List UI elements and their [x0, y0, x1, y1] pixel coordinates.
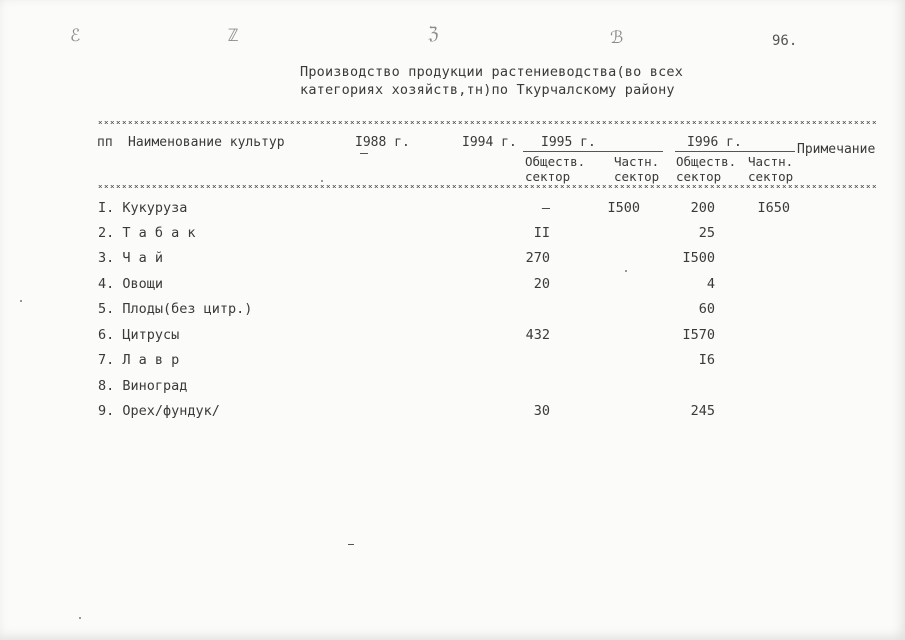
header-1988: I988 г. [355, 135, 410, 150]
public-1995: – [541, 200, 550, 216]
public-1996: 25 [698, 225, 715, 241]
public-1995: II [533, 225, 550, 241]
table-row [0, 301, 905, 321]
table-row [0, 200, 905, 220]
table-row [0, 225, 905, 245]
table-top-rule [97, 121, 878, 124]
public-1995: 30 [533, 403, 550, 419]
header-1994: I994 г. [462, 135, 517, 150]
crop-name: I. Кукуруза [98, 200, 188, 216]
table-row [0, 276, 905, 296]
crop-name: 4. Овощи [98, 276, 164, 292]
table-row [0, 403, 905, 423]
crop-name: 5. Плоды(без цитр.) [98, 301, 253, 317]
speck [321, 180, 323, 182]
table-row [0, 327, 905, 347]
private-1995: I500 [607, 200, 640, 216]
header-crop-name: Наименование культур [128, 135, 285, 150]
page-number: 96. [772, 33, 798, 49]
year-1995-underline [523, 151, 663, 152]
public-1996: I500 [682, 250, 715, 266]
speck [20, 300, 22, 302]
speck [79, 617, 81, 619]
bleed-mark: ℨ [428, 24, 438, 44]
header-private-sector-1995: Частн. сектор [614, 154, 660, 184]
public-1996: I570 [682, 327, 715, 343]
header-private-sector-1996: Частн. сектор [748, 154, 794, 184]
private-1996: I650 [757, 200, 790, 216]
crop-name: 7. Л а в р [98, 352, 180, 368]
public-1996: 200 [690, 200, 715, 216]
crop-name: 3. Ч а й [98, 250, 164, 266]
table-row [0, 378, 905, 398]
year-1996-underline [675, 151, 795, 152]
header-1996: I996 г. [687, 135, 742, 150]
crop-name: 6. Цитрусы [98, 327, 180, 343]
header-public-sector-1995: Обществ. сектор [525, 154, 586, 184]
speck [348, 544, 354, 545]
public-1996: 245 [690, 403, 715, 419]
speck [625, 270, 627, 272]
crop-name: 8. Виноград [98, 378, 188, 394]
public-1996: I6 [698, 352, 715, 368]
header-note: Примечание [797, 142, 876, 157]
document-title-line-1: Производство продукции растениеводства(во всех [300, 64, 684, 80]
public-1996: 60 [698, 301, 715, 317]
table-row [0, 250, 905, 270]
crop-name: 2. Т а б а к [98, 225, 196, 241]
bleed-mark: ℤ [228, 26, 238, 46]
table-row [0, 352, 905, 372]
document-title-line-2: категориях хозяйств,тн)по Ткурчалскому району [300, 82, 675, 98]
header-number: пп [97, 135, 113, 150]
public-1995: 432 [525, 327, 550, 343]
table-header-rule [97, 185, 878, 188]
public-1995: 20 [533, 276, 550, 292]
header-1995: I995 г. [541, 135, 596, 150]
header-public-sector-1996: Обществ. сектор [676, 154, 737, 184]
bleed-mark: ℰ [70, 26, 80, 46]
public-1995: 270 [525, 250, 550, 266]
pen-mark [360, 153, 368, 154]
crop-name: 9. Орех/фундук/ [98, 403, 220, 419]
bleed-mark: ℬ [610, 28, 623, 48]
public-1996: 4 [706, 276, 715, 292]
